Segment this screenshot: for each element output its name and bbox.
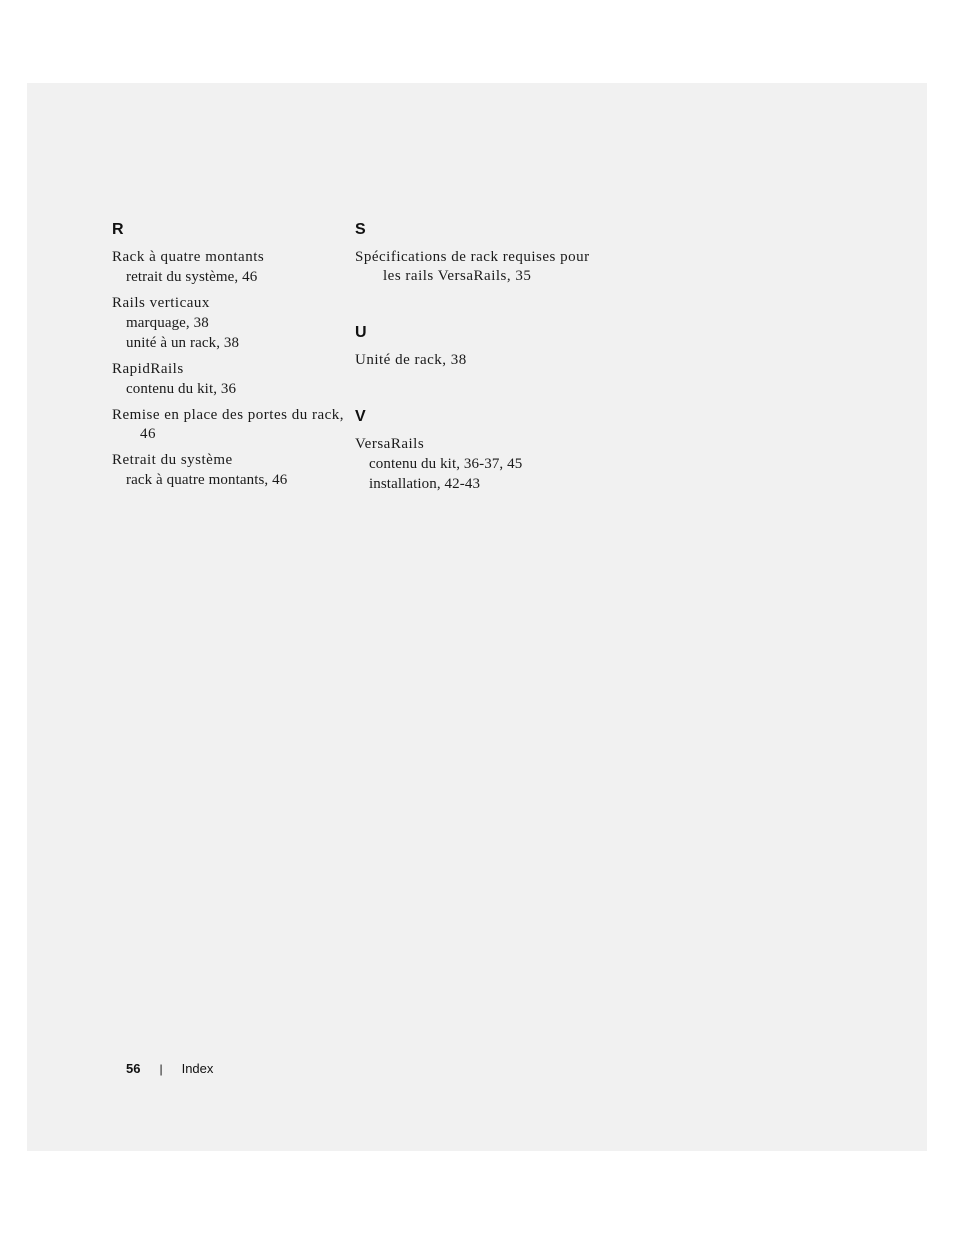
index-section-v [355,407,595,494]
index-entry [112,360,352,399]
index-entry [355,248,595,286]
document-page [27,83,927,1151]
index-entry [112,248,352,287]
page-footer [126,1061,213,1076]
index-term: Unité de rack, 38 [355,352,467,368]
index-subentry: contenu du kit, 36 [126,381,237,397]
index-entry [112,294,352,353]
footer-section-name: Index [181,1061,214,1076]
index-section-s [355,220,595,286]
index-subentry: unité à un rack, 38 [126,335,240,351]
index-subentry: rack à quatre montants, 46 [126,472,288,488]
footer-separator: | [159,1061,163,1076]
index-column-right [355,220,595,531]
index-term: RapidRails [112,361,184,377]
index-entry [355,351,595,370]
index-term: Spécifications de rack requises pour les rails VersaRails, 35 [355,249,590,284]
index-term: VersaRails [355,436,425,452]
index-term: Rack à quatre montants [112,249,265,265]
section-letter: S [355,221,366,238]
index-section-r [112,220,352,490]
index-term: Rails verticaux [112,295,210,311]
index-entry [112,451,352,490]
index-subentry: contenu du kit, 36-37, 45 [369,456,523,472]
index-term: Retrait du système [112,452,233,468]
index-entry [355,435,595,494]
page-number: 56 [126,1061,141,1076]
index-entry [112,406,352,444]
section-letter: U [355,324,367,341]
index-subentry: retrait du système, 46 [126,269,258,285]
index-section-u [355,323,595,370]
section-letter: R [112,221,124,238]
section-letter: V [355,408,366,425]
index-subentry: installation, 42-43 [369,476,481,492]
index-subentry: marquage, 38 [126,315,209,331]
index-term: Remise en place des portes du rack, 46 [112,407,345,442]
index-column-left [112,220,352,527]
